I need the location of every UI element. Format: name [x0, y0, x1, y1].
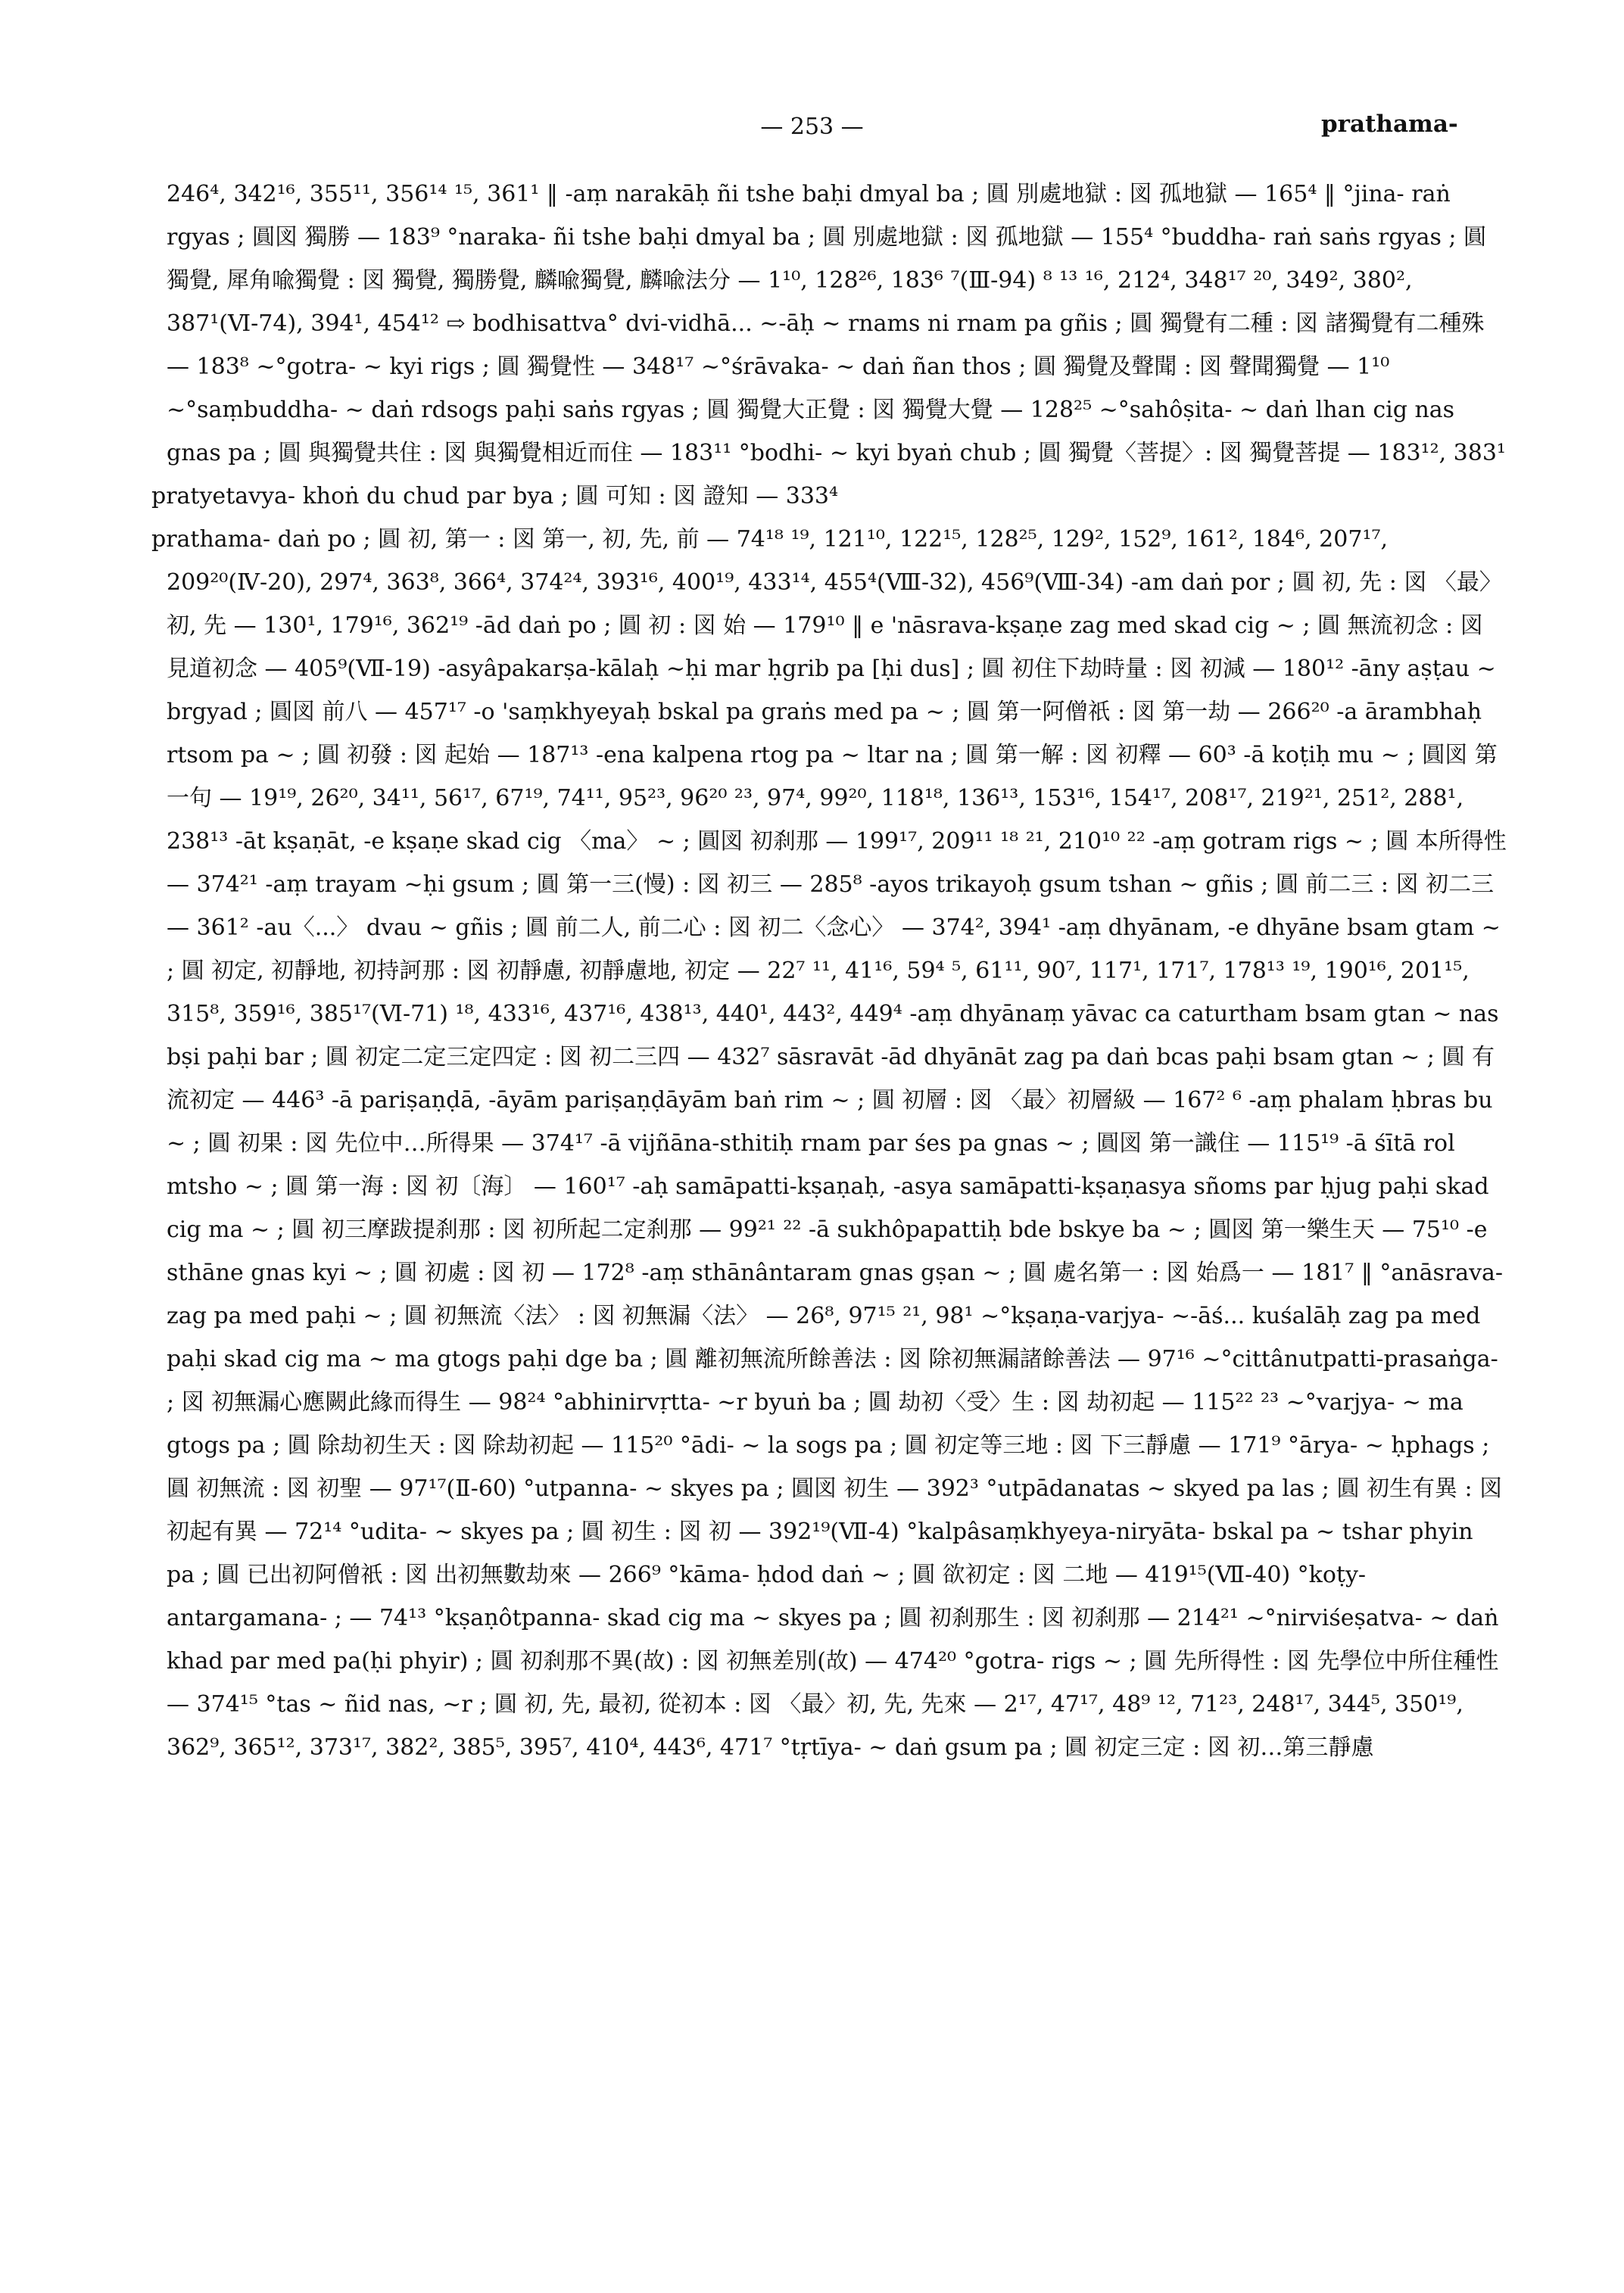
entry-pratyetavya: pratyetavya- khoṅ du chud par bya ; 圓 可知 : 図 證知 — 333⁴ [151, 483, 839, 509]
entry-continuation: 246⁴, 342¹⁶, 355¹¹, 356¹⁴ ¹⁵, 361¹ ‖ -aṃ narakāḥ ñi tshe baḥi dmyal ba ; 圓 別處地獄 : 図 孤地獄 — 165⁴ ‖ °jina- raṅ rgyas ; 圓図 獨勝 — 183⁹ °naraka- ñi tshe baḥi dmyal ba ; 圓 別處地獄 : 図 孤地獄 — 155⁴ °buddha- raṅ saṅs rgyas ; 圓 獨覺, 犀角喩獨覺 : 図 獨覺, 獨勝覺, 麟喩獨覺, 麟喩法分 — 1¹⁰, 128²⁶, 183⁶ ⁷(Ⅲ-94) ⁸ ¹³ ¹⁶, 212⁴, 348¹⁷ ²⁰, 349², 380², 387¹(Ⅵ-74), 394¹, 454¹² ⇨ bodhisattva° dvi-vidhā... ~-āḥ ~ rnams ni rnam pa gñis ; 圓 獨覺有二種 : 図 諸獨覺有二種殊 — 183⁸ ~°gotra- ~ kyi rigs ; 圓 獨覺性 — 348¹⁷ ~°śrāvaka- ~ daṅ ñan thos ; 圓 獨覺及聲聞 : 図 聲聞獨覺 — 1¹⁰ ~°saṃbuddha- ~ daṅ rdsogs paḥi saṅs rgyas ; 圓 獨覺大正覺 : 図 獨覺大覺 — 128²⁵ ~°sahôṣita- ~ daṅ lhan cig nas gnas pa ; 圓 與獨覺共住 : 図 與獨覺相近而住 — 183¹¹ °bodhi- ~ kyi byaṅ chub ; 圓 獨覺〈菩提〉: 図 獨覺菩提 — 183¹², 383¹ [167, 181, 1506, 466]
entry-prathama: prathama- daṅ po ; 圓 初, 第一 : 図 第一, 初, 先, 前 — 74¹⁸ ¹⁹, 121¹⁰, 122¹⁵, 128²⁵, 129², 152⁹, 161², 184⁶, 207¹⁷, 209²⁰(Ⅳ-20), 297⁴, 363⁸, 366⁴, 374²⁴, 393¹⁶, 400¹⁹, 433¹⁴, 455⁴(Ⅷ-32), 456⁹(Ⅷ-34) -am daṅ por ; 圓 初, 先 : 図 〈最〉初, 先 — 130¹, 179¹⁶, 362¹⁹ -ād daṅ po ; 圓 初 : 図 始 — 179¹⁰ ‖ e 'nāsrava-kṣaṇe zag med skad cig ~ ; 圓 無流初念 : 図 見道初念 — 405⁹(Ⅶ-19) -asyâpakarṣa-kālaḥ ~ḥi mar ḥgrib pa [ḥi dus] ; 圓 初住下劫時量 : 図 初減 — 180¹² -āny aṣṭau ~ brgyad ; 圓図 前八 — 457¹⁷ -o 'saṃkhyeyaḥ bskal pa graṅs med pa ~ ; 圓 第一阿僧祇 : 図 第一劫 — 266²⁰ -a ārambhaḥ rtsom pa ~ ; 圓 初發 : 図 起始 — 187¹³ -ena kalpena rtog pa ~ ltar na ; 圓 第一解 : 図 初釋 — 60³ -ā koṭiḥ mu ~ ; 圓図 第一句 — 19¹⁹, 26²⁰, 34¹¹, 56¹⁷, 67¹⁹, 74¹¹, 95²³, 96²⁰ ²³, 97⁴, 99²⁰, 118¹⁸, 136¹³, 153¹⁶, 154¹⁷, 208¹⁷, 219²¹, 251², 288¹, 238¹³ -āt kṣaṇāt, -e kṣaṇe skad cig 〈ma〉 ~ ; 圓図 初刹那 — 199¹⁷, 209¹¹ ¹⁸ ²¹, 210¹⁰ ²² -aṃ gotram rigs ~ ; 圓 本所得性 — 374²¹ -aṃ trayam ~ḥi gsum ; 圓 第一三(慢) : 図 初三 — 285⁸ -ayos trikayoḥ gsum tshan ~ gñis ; 圓 前二三 : 図 初二三 — 361² -au〈...〉 dvau ~ gñis ; 圓 前二人, 前二心 : 図 初二〈念心〉 — 374², 394¹ -aṃ dhyānam, -e dhyāne bsam gtam ~ ; 圓 初定, 初靜地, 初持訶那 : 図 初靜慮, 初靜慮地, 初定 — 22⁷ ¹¹, 41¹⁶, 59⁴ ⁵, 61¹¹, 90⁷, 117¹, 171⁷, 178¹³ ¹⁹, 190¹⁶, 201¹⁵, 315⁸, 359¹⁶, 385¹⁷(Ⅵ-71) ¹⁸, 433¹⁶, 437¹⁶, 438¹³, 440¹, 443², 449⁴ -aṃ dhyānaṃ yāvac ca caturtham bsam gtan ~ nas bṣi paḥi bar ; 圓 初定二定三定四定 : 図 初二三四 — 432⁷ sāsravāt -ād dhyānāt zag pa daṅ bcas paḥi bsam gtan ~ ; 圓 有流初定 — 446³ -ā pariṣaṇḍā, -āyām pariṣaṇḍāyām baṅ rim ~ ; 圓 初層 : 図 〈最〉初層級 — 167² ⁶ -aṃ phalam ḥbras bu ~ ; 圓 初果 : 図 先位中…所得果 — 374¹⁷ -ā vijñāna-sthitiḥ rnam par śes pa gnas ~ ; 圓図 第一識住 — 115¹⁹ -ā śītā rol mtsho ~ ; 圓 第一海 : 図 初〔海〕 — 160¹⁷ -aḥ samāpatti-kṣaṇaḥ, -asya samāpatti-kṣaṇasya sñoms par ḥjug paḥi skad cig ma ~ ; 圓 初三摩跋提刹那 : 図 初所起二定刹那 — 99²¹ ²² -ā sukhôpapattiḥ bde bskye ba ~ ; 圓図 第一樂生天 — 75¹⁰ -e sthāne gnas kyi ~ ; 圓 初處 : 図 初 — 172⁸ -aṃ sthānântaram gnas gṣan ~ ; 圓 處名第一 : 図 始爲一 — 181⁷ ‖ °anāsrava- zag pa med paḥi ~ ; 圓 初無流〈法〉 : 図 初無漏〈法〉 — 26⁸, 97¹⁵ ²¹, 98¹ ~°kṣaṇa-varjya- ~-āś... kuśalāḥ zag pa med paḥi skad cig ma ~ ma gtogs paḥi dge ba ; 圓 離初無流所餘善法 : 図 除初無漏諸餘善法 — 97¹⁶ ~°cittânutpatti-prasaṅga- ; 図 初無漏心應闕此緣而得生 — 98²⁴ °abhinirvṛtta- ~r byuṅ ba ; 圓 劫初〈受〉生 : 図 劫初起 — 115²² ²³ ~°varjya- ~ ma gtogs pa ; 圓 除劫初生天 : 図 除劫初起 — 115²⁰ °ādi- ~ la sogs pa ; 圓 初定等三地 : 図 下三靜慮 — 171⁹ °ārya- ~ ḥphags ; 圓 初無流 : 図 初聖 — 97¹⁷(Ⅱ-60) °utpanna- ~ skyes pa ; 圓図 初生 — 392³ °utpādanatas ~ skyed pa las ; 圓 初生有異 : 図 初起有異 — 72¹⁴ °udita- ~ skyes pa ; 圓 初生 : 図 初 — 392¹⁹(Ⅶ-4) °kalpâsaṃkhyeya-niryāta- bskal pa ~ tshar phyin pa ; 圓 已出初阿僧祇 : 図 出初無數劫來 — 266⁹ °kāma- ḥdod daṅ ~ ; 圓 欲初定 : 図 二地 — 419¹⁵(Ⅶ-40) °koṭy-antargamana- ; — 74¹³ °kṣaṇôtpanna- skad cig ma ~ skyes pa ; 圓 初刹那生 : 図 初刹那 — 214²¹ ~°nirviśeṣatva- ~ daṅ khad par med pa(ḥi phyir) ; 圓 初刹那不異(故) : 図 初無差別(故) — 474²⁰ °gotra- rigs ~ ; 圓 先所得性 : 図 先學位中所住種性 — 374¹⁵ °tas ~ ñid nas, ~r ; 圓 初, 先, 最初, 從初本 : 図 〈最〉初, 先, 先來 — 2¹⁷, 47¹⁷, 48⁹ ¹², 71²³, 248¹⁷, 344⁵, 350¹⁹, 362⁹, 365¹², 373¹⁷, 382², 385⁵, 395⁷, 410⁴, 443⁶, 471⁷ °tṛtīya- ~ daṅ gsum pa ; 圓 初定三定 : 図 初…第三靜慮 [151, 526, 1507, 1761]
running-head: prathama- [1321, 111, 1458, 138]
dictionary-body [151, 173, 1507, 1769]
page-number: — 253 — [760, 114, 864, 140]
